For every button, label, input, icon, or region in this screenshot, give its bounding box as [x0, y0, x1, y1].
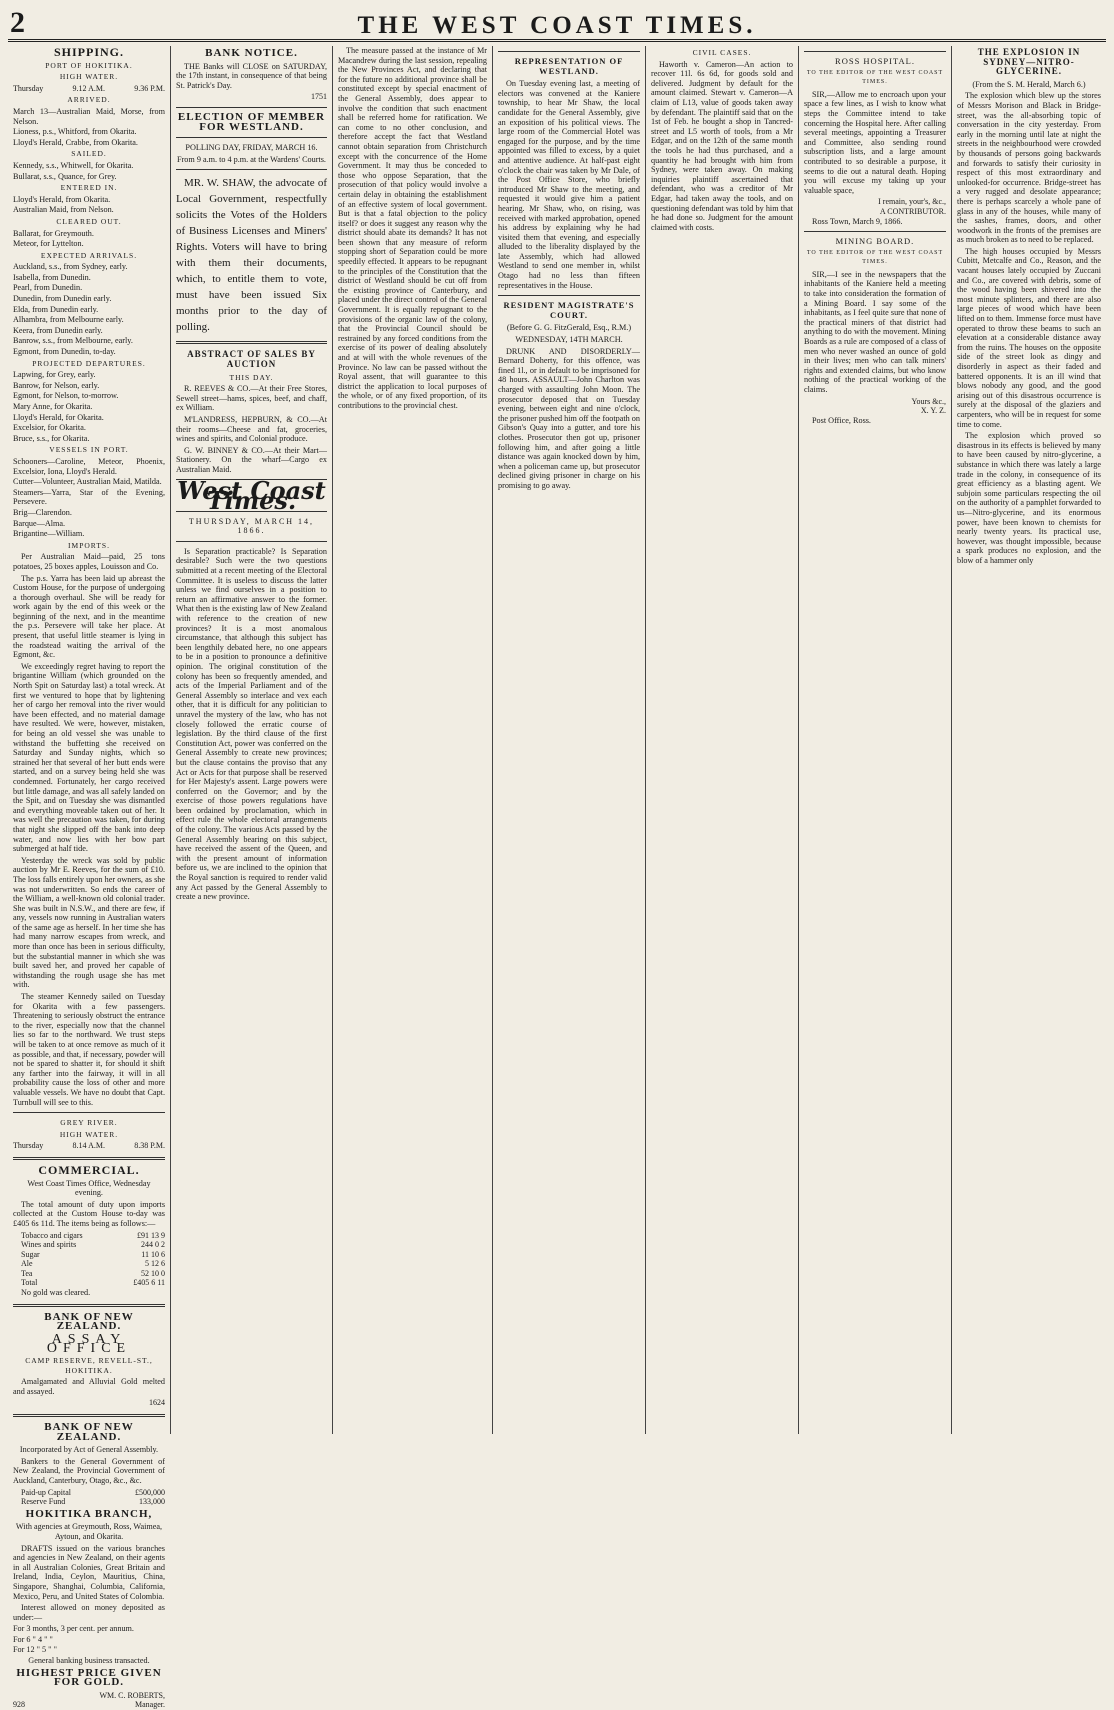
duty-row	[13, 1259, 165, 1269]
shipping-story: The p.s. Yarra has been laid up abreast the Custom House, for the purpose of undergoing a thorough overhaul. She will be ready for work again by the end of this week or the beginning of the next, and in the meantime the p.s. Persevere will take her place. At present, that useful little steamer is lying in the roadstead waiting the arrival of the Egmont, &c.	[13, 573, 165, 660]
imports-text: Per Australian Maid—paid, 25 tons potatoes, 25 boxes apples, Louisson and Co.	[13, 552, 165, 571]
projected-item: Banrow, for Nelson, early.	[13, 380, 100, 390]
bank-drafts: DRAFTS issued on the various branches and agencies in New Zealand, on their agents in all Australian Colonies, Great Britain and Ireland, India, Ceylon, Mauritius, China, Singapore, Shanghai, Columbia, California, Mexico, Peru, and United States of Colombia.	[13, 1543, 165, 1601]
mining-board-to-editor: TO THE EDITOR OF THE WEST COAST TIMES.	[806, 249, 944, 266]
expected-item: Isabella, from Dunedin.	[13, 272, 91, 282]
civil-cases-heading: CIVIL CASES.	[692, 48, 752, 57]
entered-heading: ENTERED IN.	[60, 183, 118, 193]
bank-heading: BANK OF NEW ZEALAND.	[44, 1421, 134, 1443]
auction-sub: THIS DAY.	[229, 372, 274, 382]
westland-heading: REPRESENTATION OF WESTLAND.	[514, 56, 624, 76]
auction-heading: ABSTRACT OF SALES BY AUCTION	[187, 349, 316, 369]
page-number: 2	[10, 6, 25, 39]
assay-office-heading: ASSAY OFFICE	[46, 1331, 132, 1357]
assay-body: Amalgamated and Alluvial Gold melted and assayed.	[13, 1377, 165, 1396]
entered-item: Australian Maid, from Nelson.	[13, 205, 114, 215]
bank-notice-ref: 1751	[311, 92, 327, 102]
polling-hours: From 9 a.m. to 4 p.m. at the Wardens' Courts.	[177, 154, 326, 164]
duty-item: Tea	[21, 1268, 33, 1278]
duty-total-label: Total	[21, 1278, 38, 1288]
shipping-story: We exceedingly regret having to report the brigantine William (which grounded on the North Spit on Saturday last) a total wreck. At first we ventured to hope that by lightening her of cargo her removal into the river would have been effected, and no material damage have resulted. We were, however, mistaken, for being an old vessel she was unable to withstand the buffetting she received on Saturday and Sunday nights, which so strained her that several of her butt ends were started, and on a survey being held she was condemned. Fortunately, her cargo received but little damage, and was all safely landed on the Spit, and on Tuesday she was dismantled and everything moveable taken out of her. It was well the precaution was taken, for during that night she slipped off the bank into deep water, and now lies with her bow part submerged at half tide.	[13, 661, 165, 854]
explosion-source: (From the S. M. Herald, March 6.)	[972, 79, 1086, 89]
ross-hospital-signed: A CONTRIBUTOR.	[879, 206, 946, 216]
column-2	[171, 46, 333, 1434]
duty-item: Sugar	[21, 1249, 40, 1259]
expected-item: Alhambra, from Melbourne early.	[13, 315, 124, 325]
cleared-item: Meteor, for Lyttelton.	[13, 239, 84, 249]
bank-capital-row	[13, 1488, 165, 1498]
cleared-heading: CLEARED OUT.	[56, 216, 122, 226]
projected-item: Lapwing, for Grey, early.	[13, 370, 96, 380]
mining-board-signed: X. Y. Z.	[920, 406, 946, 416]
rm-court-before: (Before G. G. FitzGerald, Esq., R.M.)	[506, 323, 632, 333]
divider	[176, 541, 327, 542]
paper-title: THE WEST COAST TIMES.	[357, 12, 757, 39]
tide-day: Thursday	[13, 83, 44, 93]
ross-hospital-heading: ROSS HOSPITAL.	[835, 56, 915, 66]
divider	[13, 1414, 165, 1417]
mining-board-place: Post Office, Ross.	[812, 415, 871, 425]
expected-item: Dunedin, from Dunedin early.	[13, 294, 112, 304]
in-port-item: Brig—Clarendon.	[13, 507, 72, 517]
bank-general: General banking business transacted.	[28, 1656, 150, 1666]
bank-paid: £500,000	[135, 1487, 165, 1497]
bank-manager-title: Manager.	[135, 1700, 165, 1710]
arrived-item: Lioness, p.s., Whitford, from Okarita.	[13, 127, 137, 137]
projected-heading: PROJECTED DEPARTURES.	[32, 358, 146, 368]
expected-item: Auckland, s.s., from Sydney, early.	[13, 262, 128, 272]
duty-item: Tobacco and cigars	[21, 1230, 83, 1240]
column-3	[333, 46, 493, 1434]
assay-address: CAMP RESERVE, REVELL-ST., HOKITIKA.	[25, 1356, 153, 1375]
election-heading: ELECTION OF MEMBER FOR WESTLAND.	[177, 110, 326, 133]
bank-bankers: Bankers to the General Government of New Zealand, the Provincial Government of Auckland, Canterbury, Otago, &c., &c.	[13, 1456, 165, 1485]
auction-item: M'LANDRESS, HEPBURN, & CO.—At their rooms—Cheese and fat, groceries, wines and spirits, and Colonial produce.	[176, 414, 327, 444]
divider	[13, 1112, 165, 1113]
rm-court-heading: RESIDENT MAGISTRATE'S COURT.	[503, 300, 635, 320]
duty-row	[13, 1231, 165, 1241]
auction-item: R. REEVES & CO.—At their Free Stores, Sewell street—hams, spices, beef, and chaff, ex William.	[176, 384, 327, 413]
bank-reserve-row	[13, 1497, 165, 1507]
duty-row	[13, 1250, 165, 1260]
imports-heading: IMPORTS.	[68, 540, 110, 550]
leader-paragraph: Is Separation practicable? Is Separation desirable? Such were the two questions submitted at a recent meeting of the Electoral Committee. It is useless to discuss the latter unless we find ourselves in a position to return an affirmative answer to the former. What then is the existing law of New Zealand with reference to the creation of new provinces? It is a most anomalous circumstance, that although this subject has been lengthily debated here, no one appears to be in a position to pronounce a definitive opinion. The original constitution of the colony has been so frequently amended, and acts of the Imperial Parliament and of the General Assembly so interlace and vex each other, that it is difficult for any politician to unravel the mystery of the law, who has not closely followed the erratic course of legislation. By the third clause of the first Constitution Act, power was conferred on the General Assembly to create new provinces; but the clause contains the proviso that any Act or Acts for that purpose shall be reserved for Her Majesty's assent. Large powers were conferred on the Governor; and by the exercise of those powers regulations have been ordained by proclamation, which in effect rule the whole electoral arrangements of the colony. The various Acts passed by the General Assembly bearing on this subject, have received the assent of the Queen, and with the present amount of information before us, we are inclined to the opinion that the Royal sanction is required to render valid any Act passed by the General Assembly to create a new province.	[176, 546, 327, 902]
assay-bank-heading: BANK OF NEW ZEALAND.	[44, 1310, 134, 1333]
expected-item: Banrow, s.s., from Melbourne, early.	[13, 336, 133, 346]
ross-hospital-closing: I remain, your's, &c.,	[878, 197, 946, 207]
expected-item: Elda, from Dunedin early.	[13, 304, 99, 314]
duty-amount: 11 10 6	[141, 1249, 165, 1259]
projected-item: Mary Anne, for Okarita.	[13, 402, 93, 411]
rm-court-body: DRUNK AND DISORDERLY—Bernard Doherty, for this offence, was fined 1l., or in default to be imprisoned for 48 hours. ASSAULT—John Charlton was charged with assaulting John Moon. The prosecutor deposed that on Tuesday evening, between eight and nine o'clock, the prisoner pushed him off the footpath on Gibson's Quay into a gutter, and tore his clothes. Prosecutor then got up, prisoner following him, and after going a little distance was again knocked down by him, when a policeman came up, but prosecutor declined giving prisoner in charge on his promising to go away.	[498, 346, 640, 490]
grey-river-heading: GREY RIVER.	[60, 1118, 118, 1128]
duty-amount: 5 12 6	[145, 1259, 165, 1269]
explosion-paragraph: The high houses occupied by Messrs Cubitt, Metcalfe and Co., Reason, and the vacant houses lately occupied by Zuccani and Co., are covered with debris, some of the wood having been shivered into the most minute splinters, and there are also large pieces of wood which have been lifted on to them. Immense force must have operated to throw these beams to such an elevation at a considerable distance away from the ruins. The houses on the opposite side of the street look as dingy and disorderly in aspect as their faded and battered opponents. It is an ill wind that blows nobody any good, and the good arising out of this disastrous occurrence is surely at the disposal of the glaziers and carpenters, who will be in request for some time to come.	[957, 246, 1101, 429]
bank-interest: Interest allowed on money deposited as under:—	[13, 1603, 165, 1622]
duty-amount: 244 0 2	[141, 1240, 165, 1250]
projected-item: Egmont, for Nelson, to-morrow.	[13, 391, 119, 401]
divider	[13, 1157, 165, 1160]
ross-hospital-to-editor: TO THE EDITOR OF THE WEST COAST TIMES.	[806, 69, 944, 86]
columns	[8, 45, 1106, 1710]
shipping-story: The steamer Kennedy sailed on Tuesday for Okarita with a few passengers. Threatening to seriously obstruct the entrance to the river, especially now that the channel lies so far to the northward. We trust steps will be taken to at once remove as much of it as possible, and that, if necessary, powder will not be spared to shatter it, for should it shift any farther into the fairway, it will in all probability cause the loss of other and more valuable vessels. We have no doubt that Capt. Turnbull will see to this.	[13, 992, 165, 1107]
branch-heading: HOKITIKA BRANCH,	[25, 1507, 153, 1520]
mining-board-closing: Yours &c.,	[911, 396, 946, 406]
in-port-heading: VESSELS IN PORT.	[49, 445, 129, 455]
mining-board-heading: MINING BOARD.	[835, 236, 915, 247]
commercial-heading: COMMERCIAL.	[38, 1162, 140, 1177]
bank-manager: WM. C. ROBERTS,	[99, 1690, 165, 1700]
column-4	[493, 46, 646, 1434]
expected-item: Pearl, from Dunedin.	[13, 283, 83, 293]
projected-item: Bruce, s.s., for Okarita.	[13, 433, 90, 443]
expected-item: Keera, from Dunedin early.	[13, 325, 103, 335]
divider	[498, 51, 640, 52]
duty-total-row	[13, 1278, 165, 1288]
grey-high-water-label: HIGH WATER.	[59, 1129, 119, 1139]
leader-paragraph: The measure passed at the instance of Mr Macandrew during the last session, repealing the New Provinces Act, and declaring that for the future no additional province shall be constituted except by special enactment of the General Assembly, does appear to involve the condition that such enactment shall be referred home for ratification. We can come to no other conclusion, and therefore accept the fact that Westland cannot obtain separation from Christchurch except with the concurrence of the Home Government. It may thus be conceded to those who oppose Separation, that the prosecution of that policy would involve a certain delay in obtaining the establishment of an effective system of local government. But is that a fatal objection to the policy itself? or does it suggest any reason why the district should abate its demands? It has not been shown that any measure of reform stopping short of Separation could be more speedily effected. It appears to be repugnant to the principles of the Constitution that the district of Westland should be cut off from the existing province of Canterbury, and placed under the direct control of the General Government. It is equally repugnant to the provisions of the organic law of the colony, that the Provincial Council should be restrained by any forced conditions from the exercise of its power of dealing absolutely and at will with the whole revenues of the Province. No law can be passed without the Royal assent, that will guarantee to this district the application to local purposes of the whole, or of any fixed proportion, of its contributions to the provincial chest.	[338, 46, 487, 410]
shipping-heading: SHIPPING.	[53, 45, 124, 59]
duty-row	[13, 1240, 165, 1250]
bank-incorporated: Incorporated by Act of General Assembly.	[19, 1445, 159, 1455]
expected-heading: EXPECTED ARRIVALS.	[40, 250, 138, 260]
gold-note: No gold was cleared.	[21, 1288, 91, 1298]
grey-tide-am: 8.14 A.M.	[72, 1141, 105, 1151]
auction-item: G. W. BINNEY & CO.—At their Mart—Stationery. On the wharf—Cargo ex Australian Maid.	[176, 445, 327, 474]
divider	[13, 1304, 165, 1307]
tide-pm: 9.36 P.M.	[134, 83, 165, 93]
projected-item: Lloyd's Herald, for Okarita.	[13, 412, 104, 422]
bank-notice-heading: BANK NOTICE.	[205, 47, 298, 59]
column-6	[799, 46, 952, 1434]
divider	[498, 295, 640, 296]
arrived-heading: ARRIVED.	[67, 95, 111, 105]
port-heading: PORT OF HOKITIKA.	[45, 60, 133, 70]
polling-day: POLLING DAY, FRIDAY, MARCH 16.	[185, 143, 318, 153]
bank-notice-body: THE Banks will CLOSE on SATURDAY, the 17th instant, in consequence of that being St. Patrick's Day.	[176, 61, 327, 90]
entered-item: Lloyd's Herald, from Okarita.	[13, 194, 111, 204]
in-port-item: Steamers—Yarra, Star of the Evening, Persevere.	[13, 487, 165, 507]
masthead	[8, 6, 1106, 42]
ross-hospital-place: Ross Town, March 9, 1866.	[812, 216, 903, 226]
arrived-item: March 13—Australian Maid, Morse, from Nelson.	[13, 106, 165, 126]
bank-rate: For 6 " 4 " "	[13, 1634, 53, 1644]
tide-row	[13, 84, 165, 94]
divider	[176, 341, 327, 344]
in-port-item: Schooners—Caroline, Meteor, Phoenix, Excelsior, Iona, Lloyd's Herald.	[13, 456, 165, 476]
tide-am: 9.12 A.M.	[72, 83, 105, 93]
in-port-item: Barque—Alma.	[13, 518, 66, 528]
duty-amount: £91 13 9	[137, 1230, 165, 1240]
column-1	[8, 45, 171, 1710]
duty-item: Ale	[21, 1259, 33, 1269]
sailed-heading: SAILED.	[71, 149, 107, 159]
grey-tide-pm: 8.38 P.M.	[134, 1141, 165, 1151]
shipping-story: Yesterday the wreck was sold by public auction by Mr E. Reeves, for the sum of £10. The loss falls entirely upon her owners, as she was not underwritten. So ends the career of the William, a well-known old colonial trader. She was built in N.S.W., and there are few, if any, vessels now running in Australian waters of the same age as herself. In her time she has had many narrow escapes from wreck, and more than once has been in serious difficulty, but the substantial manner in which she was built saved her, and proved her capable of withstanding the rough usage she has met with.	[13, 855, 165, 990]
divider	[176, 169, 327, 170]
high-water-label: HIGH WATER.	[59, 72, 119, 82]
bank-highest: HIGHEST PRICE GIVEN FOR GOLD.	[16, 1666, 162, 1689]
bank-paid-label: Paid-up Capital	[21, 1487, 71, 1497]
sailed-item: Bullarat, s.s., Quance, for Grey.	[13, 171, 117, 181]
grey-tide-day: Thursday	[13, 1141, 44, 1151]
duty-row	[13, 1269, 165, 1279]
duty-total: £405 6 11	[133, 1278, 165, 1288]
ross-hospital-body: SIR,—Allow me to encroach upon your space a few lines, as I wish to know what steps the Committee intend to take concerning the Hospital here. After calling several meetings, appointing a Treasurer and Committee, also sending round subscription lists, and a large amount contributed to so desirable a purpose, it seems to die out a natural death. Hoping you will excuse my taking up your valuable space,	[804, 89, 946, 195]
civil-cases-body: Haworth v. Cameron—An action to recover 11l. 6s 6d, for goods sold and delivered. Judgment by default for the amount claimed. Stewart v. Cameron—A claim of L13, value of goods taken away by defendant. The plaintiff said that on the 1st of Feb. he bought a shop in Tancred-street and L5 worth of tools, from a Mr Edgar, and on the 12th of the same month the tools he had thus purchased, and a quantity he had brought with him from Sydney, were taken away. On making inquiries plaintiff ascertained that defendant, who was a creditor of Mr Edgar, had taken away the tools, and on questioning defendant was told by him that he had done so. Judgment for the amount claimed with costs.	[651, 59, 793, 232]
bank-reserve: 133,000	[139, 1497, 165, 1507]
cleared-item: Ballarat, for Greymouth.	[13, 228, 94, 238]
in-port-item: Brigantine—William.	[13, 529, 85, 539]
commercial-dateline: West Coast Times Office, Wednesday evening.	[27, 1178, 151, 1198]
divider	[804, 231, 946, 232]
duty-amount: 52 10 0	[141, 1268, 165, 1278]
in-port-item: Cutter—Volunteer, Australian Maid, Matilda.	[13, 477, 162, 487]
divider	[176, 137, 327, 138]
column-7	[952, 46, 1106, 1434]
grey-tide-row	[13, 1141, 165, 1151]
explosion-paragraph: The explosion which proved so disastrous in its effects is believed by many to have been caused by nitro-glycerine, a substance in which there was lately a large trade in the colony, in consequence of its great efficiency as a blasting agent. We subjoin some particulars respecting the oil on the authority of a pamphlet forwarded to us—Nitro-glycerine, and its enormous power, have been known to chemists for nearly twenty years. Its practical use, however, was thought impossible, because a spark produces no explosion, and the blow of a hammer only	[957, 431, 1101, 565]
rm-court-date: WEDNESDAY, 14TH MARCH.	[515, 335, 623, 345]
sailed-item: Kennedy, s.s., Whitwell, for Okarita.	[13, 160, 134, 170]
column-5	[646, 46, 799, 1434]
leader-date: THURSDAY, MARCH 14, 1866.	[188, 516, 315, 536]
leader-paper-title: West Coast Times.	[177, 476, 326, 516]
bank-footer	[13, 1700, 165, 1710]
duty-item: Wines and spirits	[21, 1240, 77, 1250]
expected-item: Egmont, from Dunedin, to-day.	[13, 347, 116, 357]
commercial-intro: The total amount of duty upon imports collected at the Custom House to-day was £405 6s 11d. The items being as follows:—	[13, 1199, 165, 1228]
bank-ref: 928	[13, 1700, 25, 1710]
explosion-heading: THE EXPLOSION IN SYDNEY—NITRO-GLYCERINE.	[977, 47, 1081, 77]
branch-agencies: With agencies at Greymouth, Ross, Waimea, Aytoun, and Okarita.	[15, 1522, 163, 1541]
bank-rate: For 12 " 5 " "	[13, 1645, 57, 1655]
projected-item: Excelsior, for Okarita.	[13, 423, 86, 433]
westland-body: On Tuesday evening last, a meeting of electors was convened at the Kaniere township, to hear Mr Shaw, the local candidate for the General Assembly, give an exposition of his political views. The large room of the Commercial Hotel was engaged for the purpose, and by the time appointed was filled to excess, by a quiet and attentive audience. At half-past eight o'clock the chair was taken by Mr Dale, of the Post Office Store, who briefly introduced Mr Shaw to the meeting, and requested it would give him a patient hearing. Mr Shaw, who, on rising, was received with marked approbation, opened his address by explaining why he had visited them that evening, and especially alluded to the liberality displayed by the late Assembly, which had allowed Westland to send one member in, whilst Otago had no less than fifteen representatives in the House.	[498, 79, 640, 290]
divider	[804, 51, 946, 52]
bank-reserve-label: Reserve Fund	[21, 1497, 66, 1507]
explosion-paragraph: The explosion which blew up the stores of Messrs Morison and Black in Bridge-street, was the all-absorbing topic of conversation in the city yesterday. From early in the morning until late at night the streets in the neighbourhood were crowded by thousands of persons going backwards and forwards to satisfy their curiosity in respect of this most extraordinary and unlooked-for occurrence. Bridge-street has a very rugged and desolate appearance; there is perhaps scarcely a whole pane of glass in any of the houses, while many of the sashes, frames, doors, and other woodwork in the fronts of the premises are as much broken as to need to be replaced.	[957, 91, 1101, 245]
bank-rate: For 3 months, 3 per cent. per annum.	[13, 1624, 134, 1634]
mining-board-body: SIR,—I see in the newspapers that the inhabitants of the Kaniere held a meeting to take into consideration the formation of a Mining Board. I say some of the inhabitants, as I feel quite sure that none of the practical miners of that district had anything to do with the movement. Mining Boards as a rule are composed of a class of men who never washed an ounce of gold in their lives; men who can talk miners' rights and extended claims, but who know nothing of the practical working of the claims.	[804, 269, 946, 394]
assay-ref: 1624	[149, 1398, 165, 1408]
arrived-item: Lloyd's Herald, Crabbe, from Okarita.	[13, 137, 138, 147]
divider	[176, 107, 327, 108]
shaw-advertisement: MR. W. SHAW, the advocate of Local Government, respectfully solicits the Votes of the Holders of Business Licenses and Miners' Rights. Voters will have to bring with them their documents, which, to entitle them to vote, must have been issued Six months prior to the day of polling.	[176, 177, 327, 334]
